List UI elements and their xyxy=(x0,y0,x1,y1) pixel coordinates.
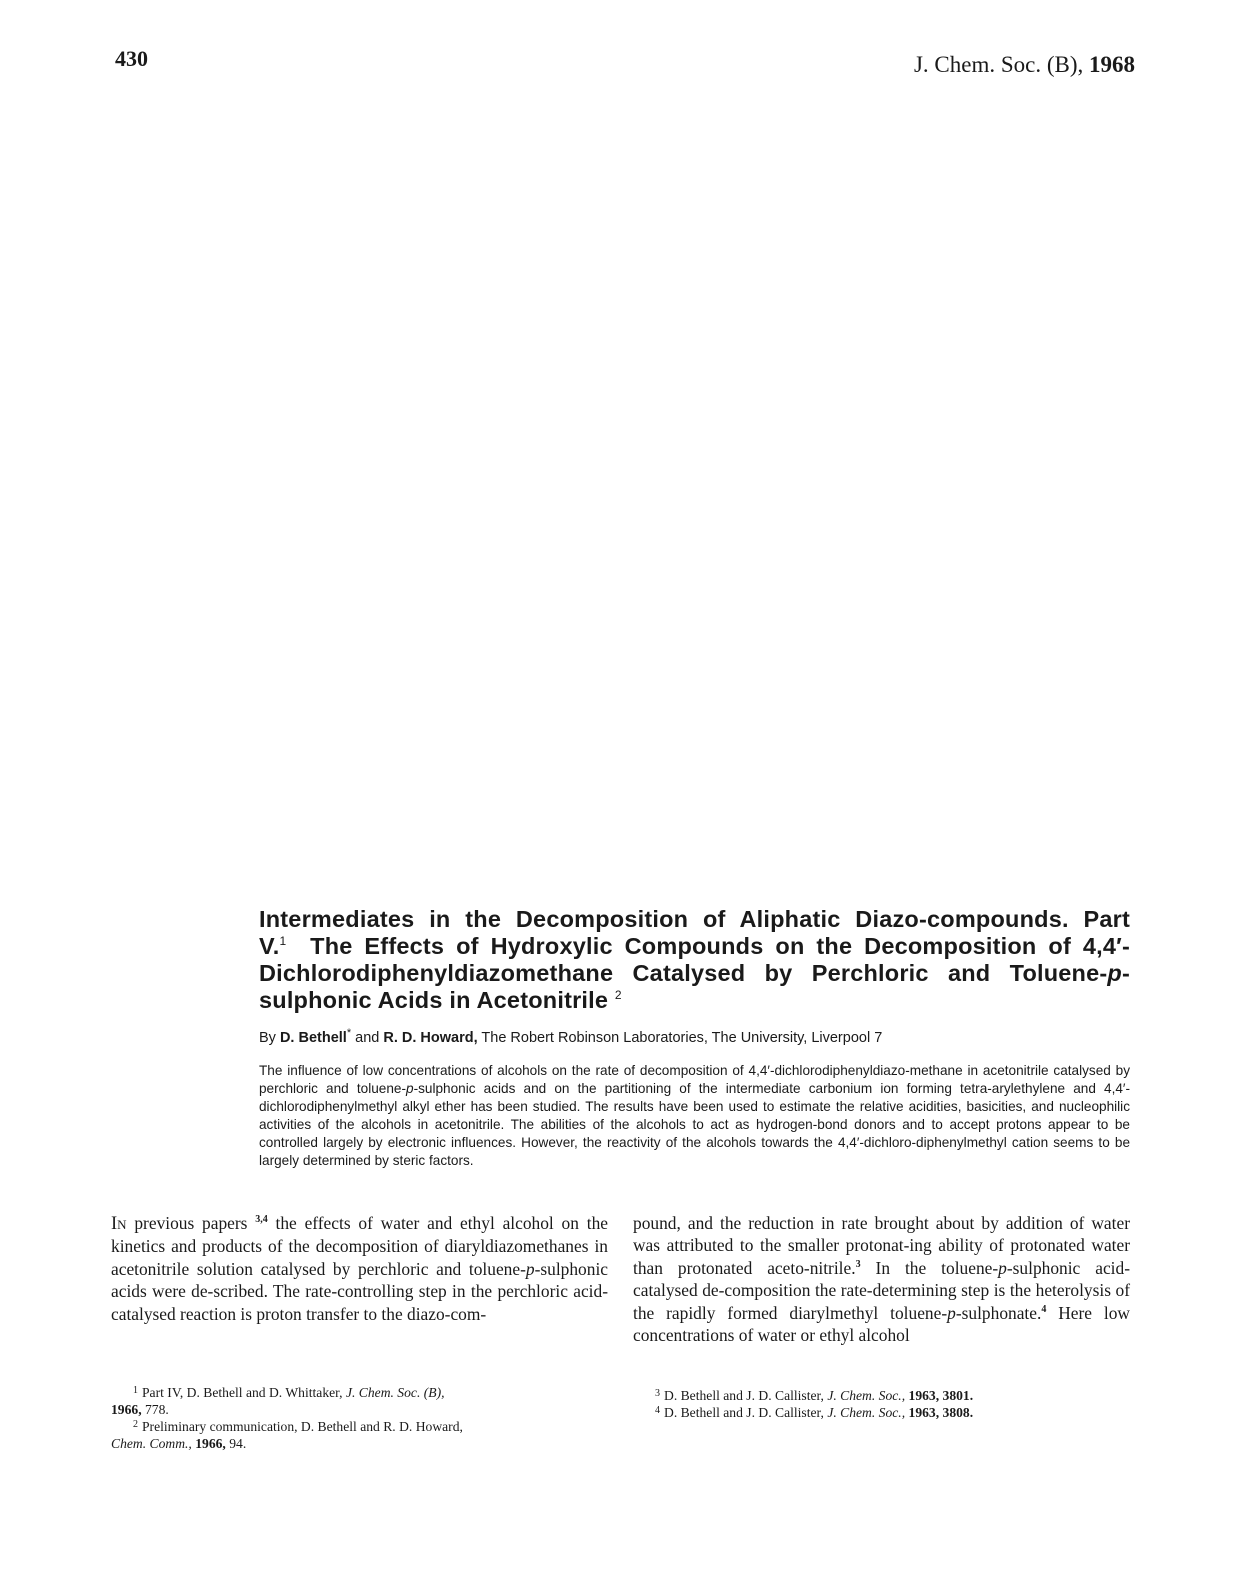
title-end-ref: 2 xyxy=(614,988,622,1002)
body-left-italic-p: p xyxy=(525,1258,535,1279)
footnote-3-year: 1963, xyxy=(908,1388,940,1403)
body-right-text-1: pound, and the reduction in rate brought about by addition of water was attributed to the smaller protonat-ing ability of protonated water than protonated aceto-nitrile. xyxy=(633,1213,1130,1278)
footnotes-left xyxy=(111,1384,608,1452)
footnote-1-journal: J. Chem. Soc. (B), xyxy=(345,1385,445,1400)
body-left-text-2: the effects of water and ethyl alcohol on the kinetics and products of the decomposition of diaryldiazomethanes in acetonitrile solution catalysed by perchloric and toluene- xyxy=(111,1213,608,1279)
body-column-right xyxy=(633,1212,1130,1346)
body-paragraph-right xyxy=(633,1212,1130,1346)
body-right-text-2: In the toluene- xyxy=(860,1257,999,1278)
footnote-2-journal: Chem. Comm., xyxy=(111,1436,192,1451)
byline-and: and xyxy=(355,1029,380,1046)
footnotes-right xyxy=(655,1387,1135,1421)
journal-year: 1968 xyxy=(1089,52,1135,77)
body-right-italic-p1: p xyxy=(998,1257,1007,1278)
abstract-part2: -sulphonic acids and on the partitioning of the intermediate carbonium ion forming tetra-arylethylene and 4,4′-dichlorodiphenylmethyl alkyl ether has been studied. The results have been used to estimate the relative acidities, basicities, and nucleophilic activities of the alcohols in acetonitrile. The abilities of the alcohols to act as hydrogen-bond donors and to accept protons appear to be controlled largely by electronic influences. However, the reactivity of the alcohols towards the 4,4′-dichloro-diphenylmethyl cation seems to be largely determined by steric factors. xyxy=(259,1081,1130,1168)
author-2: R. D. Howard, xyxy=(383,1029,478,1046)
article-title xyxy=(259,906,1130,1014)
body-left-ref: 3,4 xyxy=(255,1214,268,1225)
corresponding-star: * xyxy=(346,1027,352,1039)
footnote-3: 3 D. Bethell and J. D. Callister, J. Chem. Soc., 1963, 3801. xyxy=(655,1388,974,1403)
abstract-italic-p: p xyxy=(406,1081,414,1096)
title-part: Part V. xyxy=(259,906,1130,959)
body-paragraph-left xyxy=(111,1212,608,1325)
body-right-text-4: -sulphonate. xyxy=(955,1302,1042,1323)
footnote-4-page: 3808. xyxy=(942,1405,974,1420)
page-number: 430 xyxy=(115,46,148,71)
affiliation: The Robert Robinson Laboratories, The University, Liverpool 7 xyxy=(481,1029,883,1046)
body-left-text-3: -sulphonic acids were de-scribed. The rate-controlling step in the perchloric acid-catalysed reaction is proton transfer to the diazo-com- xyxy=(111,1258,608,1324)
body-right-ref-1: 3 xyxy=(855,1258,861,1270)
body-left-text-1: previous papers xyxy=(126,1213,256,1233)
abstract-part1: The influence of low concentrations of alcohols on the rate of decomposition of 4,4′-dichlorodiphenyldiazo-methane in acetonitrile catalysed by perchloric and toluene- xyxy=(259,1063,1130,1096)
footnote-2-year: 1966, xyxy=(195,1436,226,1451)
footnote-4-year: 1963, xyxy=(908,1405,940,1420)
title-line1: Intermediates in the Decomposition of Aliphatic Diazo-compounds. xyxy=(259,906,1069,932)
byline-by: By xyxy=(259,1029,276,1046)
footnote-2-text: Preliminary communication, D. Bethell and R. D. Howard, xyxy=(142,1419,463,1434)
abstract xyxy=(259,1062,1130,1170)
title-part-ref: 1 xyxy=(279,934,287,948)
author-1: D. Bethell xyxy=(279,1029,347,1046)
body-column-left xyxy=(111,1212,608,1325)
footnote-4-text: D. Bethell and J. D. Callister, xyxy=(664,1405,824,1420)
footnote-2-page: 94. xyxy=(229,1436,247,1451)
footnote-1-page: 778. xyxy=(145,1402,169,1417)
body-right-ref-2: 4 xyxy=(1041,1303,1047,1315)
footnote-4-journal: J. Chem. Soc., xyxy=(827,1405,906,1420)
footnote-2: 2 Preliminary communication, D. Bethell and R. D. Howard, Chem. Comm., 1966, 94. xyxy=(111,1419,463,1451)
body-right-text-3: -sulphonic acid-catalysed de-composition the rate-determining step is the heterolysis of the rapidly formed diarylmethyl toluene- xyxy=(633,1257,1130,1323)
byline xyxy=(259,1027,1139,1046)
footnote-3-page: 3801. xyxy=(942,1388,974,1403)
body-right-text-5: Here low concentrations of water or ethyl alcohol xyxy=(633,1302,1130,1346)
body-right-italic-p2: p xyxy=(947,1302,956,1323)
footnote-1-year: 1966, xyxy=(111,1402,142,1417)
journal-reference xyxy=(914,52,1135,78)
footnote-1: 1 Part IV, D. Bethell and D. Whittaker, J. Chem. Soc. (B), 1966, 778. xyxy=(111,1385,445,1417)
footnote-3-journal: J. Chem. Soc., xyxy=(827,1388,906,1403)
title-italic-p: p xyxy=(1107,960,1122,986)
journal-name: J. Chem. Soc. (B), xyxy=(913,52,1084,77)
footnote-4: 4 D. Bethell and J. D. Callister, J. Chem. Soc., 1963, 3808. xyxy=(655,1405,974,1420)
title-end: -sulphonic Acids in Acetonitrile xyxy=(259,960,1130,1013)
footnote-3-text: D. Bethell and J. D. Callister, xyxy=(664,1388,824,1403)
footnote-1-text: Part IV, D. Bethell and D. Whittaker, xyxy=(142,1385,343,1400)
title-main: The Effects of Hydroxylic Compounds on the Decomposition of 4,4′-Dichlorodiphenyldiazomethane Catalysed by Perchloric and Toluene- xyxy=(259,933,1130,986)
drop-word: In xyxy=(111,1214,127,1234)
